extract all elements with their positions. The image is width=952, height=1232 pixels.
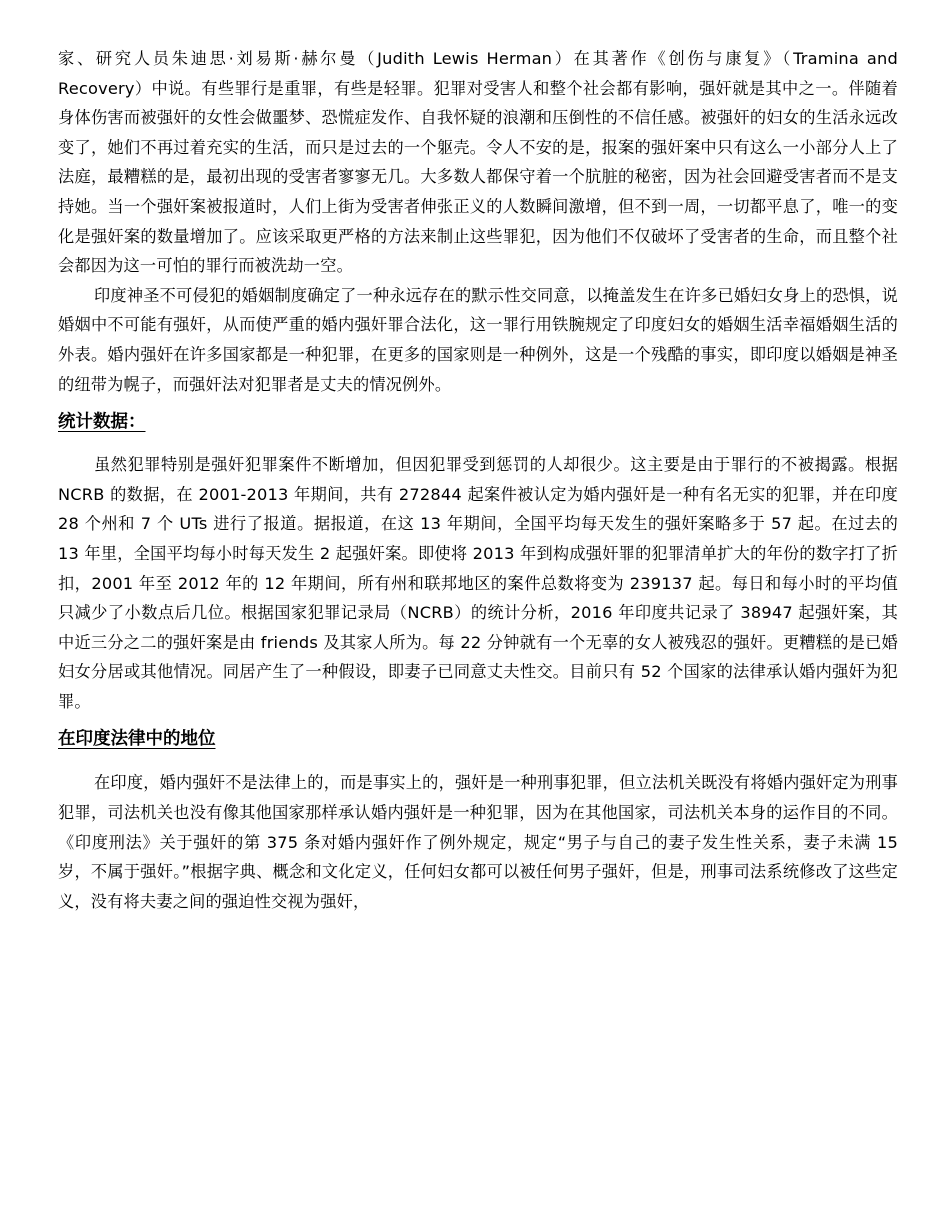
- paragraph-marriage-institution: 印度神圣不可侵犯的婚姻制度确定了一种永远存在的默示性交同意，以掩盖发生在许多已婚妇女身上的恐惧，说婚姻中不可能有强奸，从而使严重的婚内强奸罪合法化，这一罪行用铁腕规定了印度妇女的婚姻生活幸福婚姻生活的外表。婚内强奸在许多国家都是一种犯罪，在更多的国家则是一种例外，这是一个残酷的事实，即印度以婚姻是神圣的纽带为幌子，而强奸法对犯罪者是丈夫的情况例外。: [58, 285, 898, 394]
- document-page: [58, 44, 898, 916]
- heading-legal-status: 在印度法律中的地位: [58, 729, 216, 750]
- paragraph-statistics: 虽然犯罪特别是强奸犯罪案件不断增加，但因犯罪受到惩罚的人却很少。这主要是由于罪行的不被揭露。根据 NCRB 的数据，在 2001-2013 年期间，共有 272844 起案件被认定为婚内强奸是一种有名无实的犯罪，并在印度 28 个州和 7 个 UTs 进行了报道。据报道，在这 13 年期间，全国平均每天发生的强奸案略多于 57 起。在过去的 13 年里，全国平均每小时每天发生 2 起强奸案。即使将 2013 年到构成强奸罪的犯罪清单扩大的年份的数字打了折扣，2001 年至 2012 年的 12 年期间，所有州和联邦地区的案件总数将变为 239137 起。每日和每小时的平均值只减少了小数点后几位。根据国家犯罪记录局（NCRB）的统计分析，2016 年印度共记录了 38947 起强奸案，其中近三分之二的强奸案是由 friends 及其家人所为。每 22 分钟就有一个无辜的女人被残忍的强奸。更糟糕的是已婚妇女分居或其他情况。同居产生了一种假设，即妻子已同意丈夫性交。目前只有 52 个国家的法律承认婚内强奸为犯罪。: [58, 455, 898, 711]
- paragraph-legal-status: 在印度，婚内强奸不是法律上的，而是事实上的，强奸是一种刑事犯罪，但立法机关既没有将婚内强奸定为刑事犯罪，司法机关也没有像其他国家那样承认婚内强奸是一种犯罪，因为在其他国家，司法机关本身的运作目的不同。《印度刑法》关于强奸的第 375 条对婚内强奸作了例外规定，规定“男子与自己的妻子发生性关系，妻子未满 15 岁，不属于强奸。”根据字典、概念和文化定义，任何妇女都可以被任何男子强奸，但是，刑事司法系统修改了这些定义，没有将夫妻之间的强迫性交视为强奸，: [58, 773, 898, 911]
- paragraph-intro: 家、研究人员朱迪思·刘易斯·赫尔曼（Judith Lewis Herman）在其著作《创伤与康复》（Tramina and Recovery）中说。有些罪行是重罪，有些是轻罪。犯罪对受害人和整个社会都有影响，强奸就是其中之一。伴随着身体伤害而被强奸的女性会做噩梦、恐慌症发作、自我怀疑的浪潮和压倒性的不信任感。被强奸的妇女的生活永远改变了，她们不再过着充实的生活，而只是过去的一个躯壳。令人不安的是，报案的强奸案中只有这么一小部分人上了法庭，最糟糕的是，最初出现的受害者寥寥无几。大多数人都保守着一个肮脏的秘密，因为社会回避受害者而不是支持她。当一个强奸案被报道时，人们上街为受害者伸张正义的人数瞬间激增，但不到一周，一切都平息了，唯一的变化是强奸案的数量增加了。应该采取更严格的方法来制止这些罪犯，因为他们不仅破坏了受害者的生命，而且整个社会都因为这一可怕的罪行而被洗劫一空。: [58, 49, 898, 276]
- heading-statistics: 统计数据：: [58, 412, 146, 433]
